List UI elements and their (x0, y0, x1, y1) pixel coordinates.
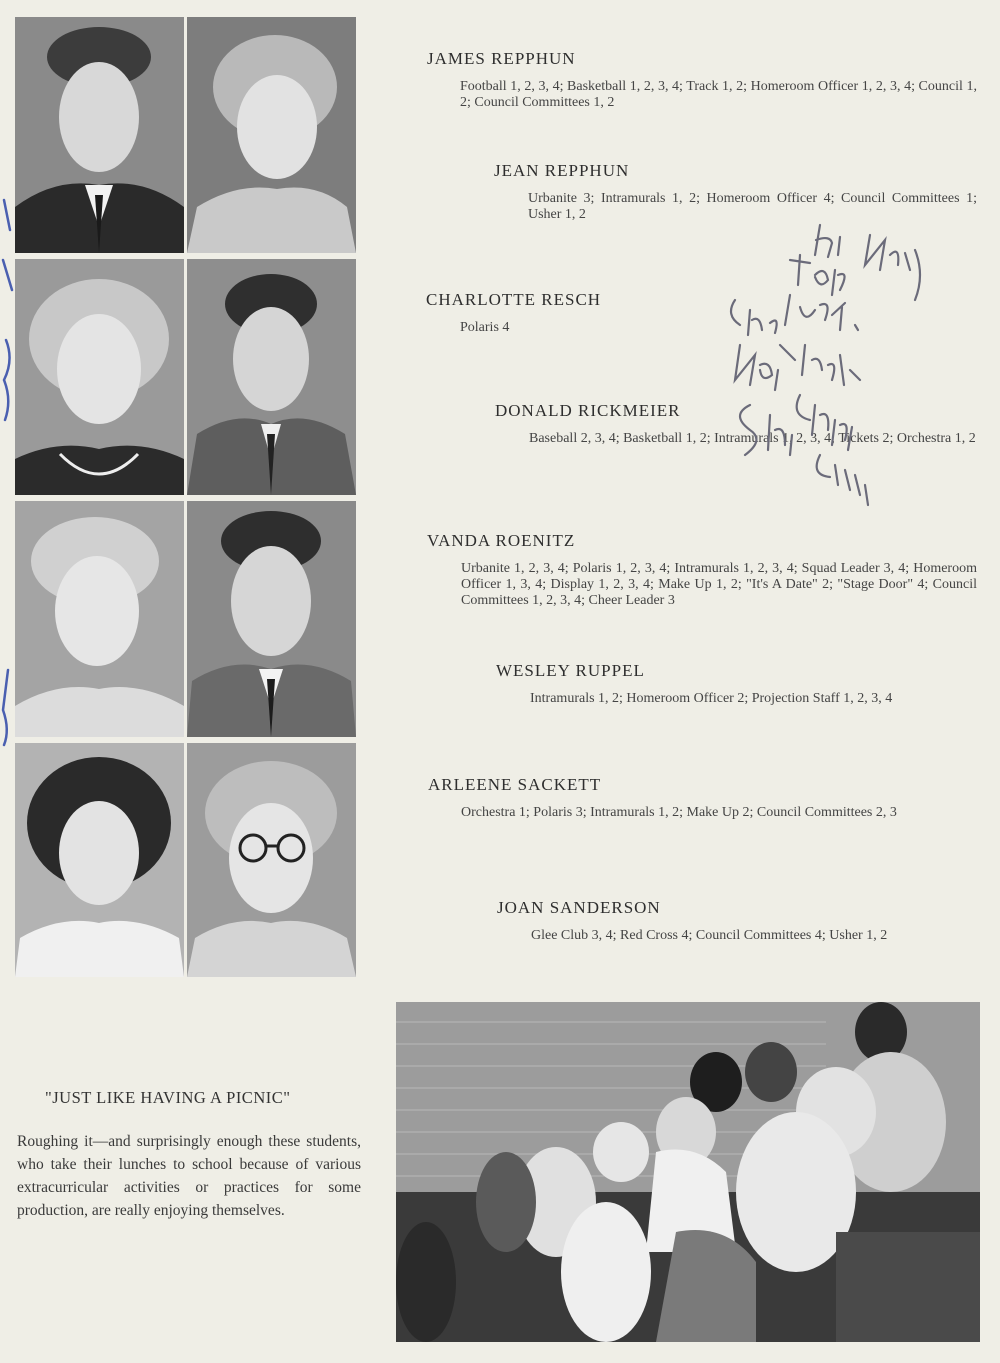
portrait-james-repphun (15, 17, 184, 253)
portrait-vanda-roenitz (15, 501, 184, 737)
caption-title: "JUST LIKE HAVING A PICNIC" (45, 1088, 291, 1107)
senior-activities: Baseball 2, 3, 4; Basketball 1, 2; Intramurals 1, 2, 3, 4; Tickets 2; Orchestra 1, 2 (529, 431, 976, 446)
group-photo-lunch (396, 1002, 980, 1342)
senior-entry (497, 898, 978, 944)
senior-entry (496, 661, 978, 707)
senior-activities: Intramurals 1, 2; Homeroom Officer 2; Projection Staff 1, 2, 3, 4 (530, 691, 893, 706)
senior-activities: Football 1, 2, 3, 4; Basketball 1, 2, 3, 4; Track 1, 2; Homeroom Officer 1, 2, 3, 4; Council 1, 2; Council Committees 1, 2 (460, 79, 977, 110)
portrait-donald-rickmeier (187, 259, 356, 495)
senior-name: WESLEY RUPPEL (496, 661, 645, 680)
senior-activities: Urbanite 3; Intramurals 1, 2; Homeroom Officer 4; Council Committees 1; Usher 1, 2 (528, 191, 977, 222)
portrait-jean-repphun (187, 17, 356, 253)
senior-entry (426, 290, 826, 336)
senior-activities: Urbanite 1, 2, 3, 4; Polaris 1, 2, 3, 4; Intramurals 1, 2, 3, 4; Squad Leader 3, 4; Homeroom Officer 1, 3, 4; Display 1, 2, 3, 4; Make Up 1, 2; "It's A Date" 2; "Stage Door" 4; Council Committees 1, 2, 3, 4; Cheer Leader 3 (461, 561, 977, 608)
portrait-arleene-sackett (15, 743, 184, 977)
caption-text: Roughing it—and surprisingly enough these students, who take their lunches to school because of various extracurricular activities or practices for some production, are really enjoying themselves. (17, 1133, 361, 1219)
senior-name: JAMES REPPHUN (427, 49, 576, 68)
senior-activities: Orchestra 1; Polaris 3; Intramurals 1, 2; Make Up 2; Council Committees 2, 3 (461, 805, 897, 820)
senior-name: ARLEENE SACKETT (428, 775, 602, 794)
senior-name: CHARLOTTE RESCH (426, 290, 602, 309)
senior-name: JEAN REPPHUN (494, 161, 630, 180)
portrait-joan-sanderson (187, 743, 356, 977)
portrait-wesley-ruppel (187, 501, 356, 737)
senior-activities: Glee Club 3, 4; Red Cross 4; Council Committees 4; Usher 1, 2 (531, 928, 888, 943)
senior-entry (494, 161, 977, 223)
senior-name: VANDA ROENITZ (427, 531, 576, 550)
senior-entry (427, 49, 977, 111)
senior-activities: Polaris 4 (460, 320, 510, 335)
handwritten-signature (720, 215, 980, 515)
portrait-grid (15, 17, 357, 977)
senior-name: DONALD RICKMEIER (495, 401, 681, 420)
senior-entry (428, 775, 978, 821)
senior-entry (495, 401, 977, 447)
senior-name: JOAN SANDERSON (497, 898, 661, 917)
portrait-charlotte-resch (15, 259, 184, 495)
senior-entry (427, 531, 977, 609)
